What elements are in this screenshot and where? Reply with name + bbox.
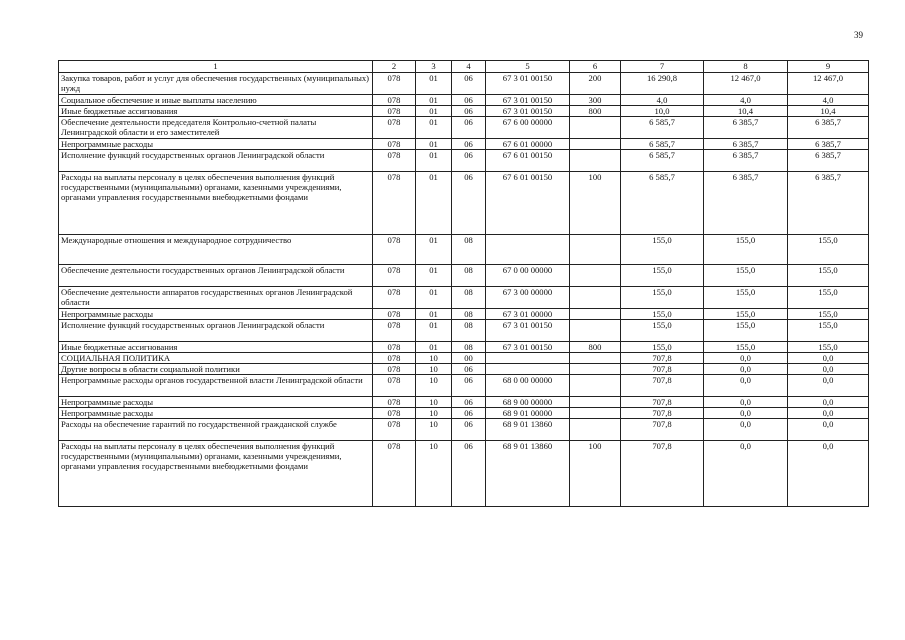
row-name: Расходы на выплаты персоналу в целях обеспечения выполнения функций государственными (муниципальными) органами, казенными учреждениями, органами управления государственными внебюджетными фондами	[59, 441, 373, 507]
row-target-article: 68 0 00 00000	[486, 375, 570, 397]
row-target-article	[486, 353, 570, 364]
row-name: Международные отношения и международное сотрудничество	[59, 235, 373, 265]
row-target-article	[486, 235, 570, 265]
row-subsection: 08	[452, 265, 486, 287]
row-amount-year-2: 6 385,7	[704, 172, 788, 235]
row-subsection: 00	[452, 353, 486, 364]
table-row	[59, 95, 869, 106]
row-amount-year-3: 155,0	[788, 287, 869, 309]
row-amount-year-2: 0,0	[704, 397, 788, 408]
row-expense-type	[570, 139, 621, 150]
row-amount-year-1: 155,0	[621, 265, 704, 287]
table-body	[59, 73, 869, 507]
table-row	[59, 364, 869, 375]
row-expense-type: 200	[570, 73, 621, 95]
row-name: Обеспечение деятельности государственных органов Ленинградской области	[59, 265, 373, 287]
row-code: 078	[373, 408, 416, 419]
row-amount-year-3: 0,0	[788, 441, 869, 507]
row-subsection: 06	[452, 375, 486, 397]
row-section: 10	[416, 397, 452, 408]
row-target-article: 67 3 01 00150	[486, 106, 570, 117]
row-code: 078	[373, 309, 416, 320]
column-header-5: 5	[486, 61, 570, 73]
row-section: 01	[416, 172, 452, 235]
row-expense-type	[570, 265, 621, 287]
table-row	[59, 150, 869, 172]
row-target-article: 68 9 01 00000	[486, 408, 570, 419]
row-amount-year-2: 6 385,7	[704, 150, 788, 172]
row-subsection: 06	[452, 364, 486, 375]
row-target-article: 67 3 01 00150	[486, 342, 570, 353]
column-header-3: 3	[416, 61, 452, 73]
page-number: 39	[854, 30, 863, 40]
row-amount-year-3: 155,0	[788, 265, 869, 287]
row-target-article: 67 3 01 00150	[486, 73, 570, 95]
row-code: 078	[373, 342, 416, 353]
row-expense-type	[570, 320, 621, 342]
row-target-article: 67 6 00 00000	[486, 117, 570, 139]
row-code: 078	[373, 320, 416, 342]
table-row	[59, 235, 869, 265]
budget-table	[58, 60, 869, 507]
row-name: Другие вопросы в области социальной политики	[59, 364, 373, 375]
column-header-7: 7	[621, 61, 704, 73]
row-amount-year-2: 155,0	[704, 287, 788, 309]
row-expense-type	[570, 364, 621, 375]
row-amount-year-2: 10,4	[704, 106, 788, 117]
row-subsection: 06	[452, 73, 486, 95]
row-amount-year-2: 6 385,7	[704, 139, 788, 150]
table-row	[59, 441, 869, 507]
row-section: 01	[416, 287, 452, 309]
row-target-article: 67 3 01 00150	[486, 320, 570, 342]
row-section: 01	[416, 106, 452, 117]
row-name: Обеспечение деятельности председателя Контрольно-счетной палаты Ленинградской области и его заместителей	[59, 117, 373, 139]
row-code: 078	[373, 117, 416, 139]
row-name: Непрограммные расходы	[59, 309, 373, 320]
row-target-article	[486, 364, 570, 375]
row-code: 078	[373, 265, 416, 287]
row-amount-year-1: 155,0	[621, 342, 704, 353]
row-amount-year-2: 12 467,0	[704, 73, 788, 95]
row-code: 078	[373, 364, 416, 375]
row-amount-year-1: 707,8	[621, 397, 704, 408]
row-amount-year-3: 0,0	[788, 419, 869, 441]
row-amount-year-1: 6 585,7	[621, 117, 704, 139]
table-row	[59, 320, 869, 342]
row-section: 01	[416, 73, 452, 95]
table-row	[59, 172, 869, 235]
row-amount-year-2: 155,0	[704, 342, 788, 353]
row-amount-year-3: 10,4	[788, 106, 869, 117]
row-amount-year-1: 707,8	[621, 353, 704, 364]
row-subsection: 08	[452, 287, 486, 309]
row-target-article: 68 9 01 13860	[486, 419, 570, 441]
row-subsection: 06	[452, 106, 486, 117]
row-expense-type	[570, 309, 621, 320]
row-expense-type	[570, 287, 621, 309]
table-row	[59, 117, 869, 139]
row-name: СОЦИАЛЬНАЯ ПОЛИТИКА	[59, 353, 373, 364]
column-header-2: 2	[373, 61, 416, 73]
table-row	[59, 397, 869, 408]
row-expense-type	[570, 419, 621, 441]
row-amount-year-2: 6 385,7	[704, 117, 788, 139]
row-section: 01	[416, 320, 452, 342]
row-subsection: 06	[452, 172, 486, 235]
row-amount-year-2: 0,0	[704, 419, 788, 441]
row-amount-year-3: 0,0	[788, 375, 869, 397]
row-section: 01	[416, 117, 452, 139]
row-code: 078	[373, 353, 416, 364]
row-target-article: 67 0 00 00000	[486, 265, 570, 287]
row-subsection: 08	[452, 320, 486, 342]
row-expense-type: 100	[570, 172, 621, 235]
row-name: Расходы на выплаты персоналу в целях обеспечения выполнения функций государственными (муниципальными) органами, казенными учреждениями, органами управления государственными внебюджетными фондами	[59, 172, 373, 235]
row-code: 078	[373, 106, 416, 117]
row-amount-year-3: 12 467,0	[788, 73, 869, 95]
row-amount-year-1: 707,8	[621, 375, 704, 397]
table-row	[59, 375, 869, 397]
row-amount-year-3: 0,0	[788, 408, 869, 419]
row-name: Непрограммные расходы	[59, 397, 373, 408]
row-subsection: 06	[452, 397, 486, 408]
column-header-6: 6	[570, 61, 621, 73]
row-amount-year-2: 0,0	[704, 408, 788, 419]
table-row	[59, 408, 869, 419]
row-amount-year-1: 6 585,7	[621, 150, 704, 172]
row-target-article: 67 6 01 00150	[486, 172, 570, 235]
row-amount-year-3: 6 385,7	[788, 150, 869, 172]
row-code: 078	[373, 287, 416, 309]
row-subsection: 08	[452, 309, 486, 320]
column-header-4: 4	[452, 61, 486, 73]
row-amount-year-2: 0,0	[704, 353, 788, 364]
row-section: 01	[416, 95, 452, 106]
table-row	[59, 309, 869, 320]
row-name: Иные бюджетные ассигнования	[59, 106, 373, 117]
row-subsection: 06	[452, 441, 486, 507]
row-amount-year-3: 6 385,7	[788, 117, 869, 139]
row-section: 01	[416, 235, 452, 265]
row-subsection: 06	[452, 408, 486, 419]
row-amount-year-1: 6 585,7	[621, 139, 704, 150]
row-amount-year-1: 10,0	[621, 106, 704, 117]
row-expense-type	[570, 150, 621, 172]
row-subsection: 06	[452, 117, 486, 139]
row-target-article: 67 3 00 00000	[486, 287, 570, 309]
row-code: 078	[373, 441, 416, 507]
row-expense-type	[570, 397, 621, 408]
row-name: Социальное обеспечение и иные выплаты населению	[59, 95, 373, 106]
table-row	[59, 73, 869, 95]
row-amount-year-2: 155,0	[704, 320, 788, 342]
row-amount-year-3: 155,0	[788, 309, 869, 320]
row-code: 078	[373, 419, 416, 441]
row-subsection: 06	[452, 139, 486, 150]
row-amount-year-2: 0,0	[704, 364, 788, 375]
row-section: 01	[416, 309, 452, 320]
row-amount-year-1: 155,0	[621, 320, 704, 342]
row-code: 078	[373, 172, 416, 235]
row-amount-year-1: 6 585,7	[621, 172, 704, 235]
row-target-article: 67 3 01 00000	[486, 309, 570, 320]
row-expense-type	[570, 235, 621, 265]
row-amount-year-1: 16 290,8	[621, 73, 704, 95]
row-amount-year-1: 4,0	[621, 95, 704, 106]
row-target-article: 67 3 01 00150	[486, 95, 570, 106]
row-name: Непрограммные расходы органов государственной власти Ленинградской области	[59, 375, 373, 397]
row-section: 01	[416, 342, 452, 353]
row-amount-year-1: 155,0	[621, 287, 704, 309]
row-expense-type: 800	[570, 342, 621, 353]
row-subsection: 06	[452, 95, 486, 106]
row-code: 078	[373, 235, 416, 265]
row-section: 01	[416, 265, 452, 287]
column-header-1: 1	[59, 61, 373, 73]
row-target-article: 67 6 01 00000	[486, 139, 570, 150]
row-subsection: 06	[452, 150, 486, 172]
row-name: Иные бюджетные ассигнования	[59, 342, 373, 353]
row-amount-year-3: 6 385,7	[788, 172, 869, 235]
row-amount-year-3: 155,0	[788, 320, 869, 342]
row-expense-type	[570, 408, 621, 419]
table-row	[59, 265, 869, 287]
row-name: Исполнение функций государственных органов Ленинградской области	[59, 150, 373, 172]
row-code: 078	[373, 139, 416, 150]
row-expense-type: 800	[570, 106, 621, 117]
row-amount-year-3: 0,0	[788, 397, 869, 408]
row-amount-year-2: 0,0	[704, 375, 788, 397]
row-target-article: 68 9 00 00000	[486, 397, 570, 408]
row-expense-type	[570, 117, 621, 139]
row-code: 078	[373, 397, 416, 408]
row-amount-year-2: 0,0	[704, 441, 788, 507]
row-code: 078	[373, 375, 416, 397]
row-name: Непрограммные расходы	[59, 139, 373, 150]
row-subsection: 06	[452, 419, 486, 441]
row-amount-year-3: 6 385,7	[788, 139, 869, 150]
row-amount-year-1: 707,8	[621, 364, 704, 375]
header-row	[59, 61, 869, 73]
row-amount-year-3: 155,0	[788, 342, 869, 353]
row-amount-year-2: 155,0	[704, 265, 788, 287]
row-amount-year-1: 155,0	[621, 235, 704, 265]
row-section: 10	[416, 375, 452, 397]
row-subsection: 08	[452, 342, 486, 353]
table-row	[59, 419, 869, 441]
row-section: 01	[416, 150, 452, 172]
row-amount-year-2: 4,0	[704, 95, 788, 106]
table-row	[59, 287, 869, 309]
row-section: 10	[416, 441, 452, 507]
column-header-9: 9	[788, 61, 869, 73]
table-row	[59, 139, 869, 150]
column-header-8: 8	[704, 61, 788, 73]
row-target-article: 68 9 01 13860	[486, 441, 570, 507]
row-amount-year-3: 4,0	[788, 95, 869, 106]
row-name: Непрограммные расходы	[59, 408, 373, 419]
row-amount-year-2: 155,0	[704, 309, 788, 320]
row-expense-type: 300	[570, 95, 621, 106]
row-expense-type	[570, 353, 621, 364]
row-amount-year-1: 707,8	[621, 441, 704, 507]
row-expense-type: 100	[570, 441, 621, 507]
row-amount-year-1: 155,0	[621, 309, 704, 320]
row-amount-year-3: 0,0	[788, 353, 869, 364]
row-name: Закупка товаров, работ и услуг для обеспечения государственных (муниципальных) нужд	[59, 73, 373, 95]
row-section: 10	[416, 353, 452, 364]
row-expense-type	[570, 375, 621, 397]
row-code: 078	[373, 150, 416, 172]
row-name: Расходы на обеспечение гарантий по государственной гражданской службе	[59, 419, 373, 441]
row-amount-year-2: 155,0	[704, 235, 788, 265]
row-name: Обеспечение деятельности аппаратов государственных органов Ленинградской области	[59, 287, 373, 309]
row-amount-year-3: 0,0	[788, 364, 869, 375]
table-row	[59, 342, 869, 353]
table-row	[59, 353, 869, 364]
table-row	[59, 106, 869, 117]
row-amount-year-3: 155,0	[788, 235, 869, 265]
row-section: 10	[416, 419, 452, 441]
row-code: 078	[373, 73, 416, 95]
row-subsection: 08	[452, 235, 486, 265]
row-section: 10	[416, 364, 452, 375]
row-amount-year-1: 707,8	[621, 408, 704, 419]
row-section: 01	[416, 139, 452, 150]
row-section: 10	[416, 408, 452, 419]
row-name: Исполнение функций государственных органов Ленинградской области	[59, 320, 373, 342]
row-target-article: 67 6 01 00150	[486, 150, 570, 172]
row-code: 078	[373, 95, 416, 106]
row-amount-year-1: 707,8	[621, 419, 704, 441]
